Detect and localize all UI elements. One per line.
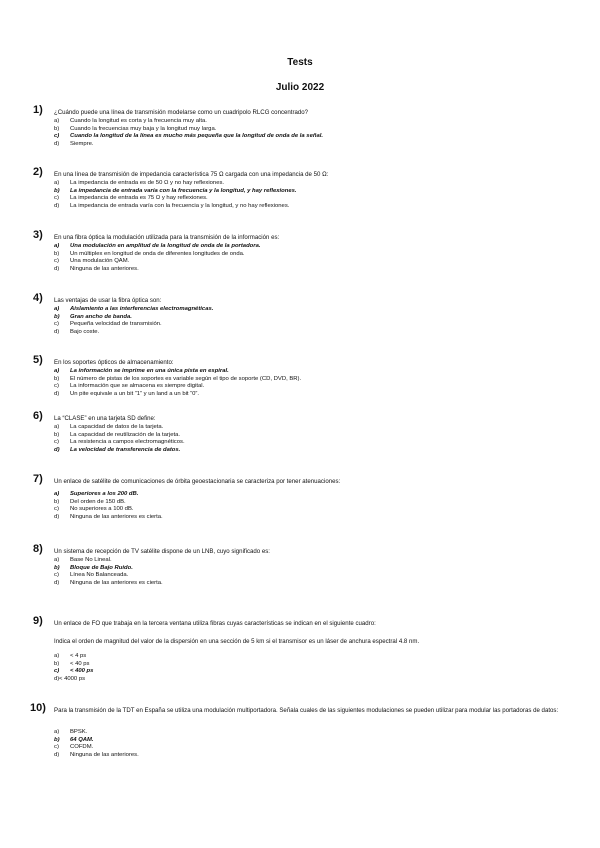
option-letter: a) bbox=[54, 491, 60, 497]
question-number: 7) bbox=[33, 473, 43, 485]
option-b[interactable] bbox=[54, 126, 323, 134]
option-b[interactable] bbox=[54, 251, 260, 259]
option-text: El número de pistas de los soportes es variable según el tipo de soporte (CD, DVD, BR). bbox=[70, 375, 302, 382]
option-letter: a) bbox=[54, 243, 60, 249]
option-letter: b) bbox=[54, 564, 60, 571]
question-number: 10) bbox=[30, 702, 46, 714]
option-c[interactable] bbox=[54, 133, 323, 141]
option-list bbox=[54, 653, 93, 683]
option-d[interactable] bbox=[54, 580, 163, 588]
option-text: No superiores a 100 dB. bbox=[70, 506, 134, 513]
option-c[interactable] bbox=[54, 195, 297, 203]
option-letter: b) bbox=[54, 660, 60, 667]
question-text: Un enlace de FO que trabaja en la tercera ventana utiliza fibras cuyas características se indican en el siguiente cuadro: bbox=[54, 620, 376, 627]
option-letter: d) bbox=[54, 265, 60, 272]
option-letter: c) bbox=[54, 572, 59, 579]
page-subtitle: Julio 2022 bbox=[275, 82, 325, 93]
option-text: < 400 ps bbox=[70, 668, 94, 675]
question-text: Para la transmisión de la TDT en España se utiliza una modulación multiportadora. Señala cuales de las siguientes modulaciones se pueden utilizar para modular las portadoras de datos: bbox=[54, 707, 559, 714]
option-c[interactable] bbox=[54, 258, 260, 266]
option-b[interactable] bbox=[54, 314, 213, 322]
option-text: Línea No Balanceada. bbox=[70, 572, 129, 579]
option-b[interactable] bbox=[54, 376, 301, 384]
question-number: 6) bbox=[33, 410, 43, 422]
option-letter: c) bbox=[54, 506, 59, 513]
option-text: Gran ancho de banda. bbox=[70, 313, 132, 320]
option-letter: c) bbox=[54, 195, 59, 202]
option-text: Cuando la longitud de la línea es mucho más pequeña que la longitud de onda de la señal. bbox=[70, 133, 324, 140]
option-letter: d) bbox=[54, 579, 60, 586]
option-d[interactable] bbox=[54, 203, 297, 211]
option-text: COFDM. bbox=[70, 744, 94, 751]
option-a[interactable] bbox=[54, 424, 185, 432]
option-letter: b) bbox=[54, 736, 60, 743]
option-text: Un pite equivale a un bit “1” y un land a un bit “0”. bbox=[70, 390, 200, 397]
option-letter: d) bbox=[54, 751, 60, 758]
option-letter: d) bbox=[54, 446, 60, 453]
option-letter: c) bbox=[54, 439, 59, 446]
option-letter: c) bbox=[54, 668, 60, 675]
option-c[interactable] bbox=[54, 321, 213, 329]
option-list bbox=[54, 729, 139, 759]
option-d[interactable] bbox=[54, 752, 139, 760]
option-text: Pequeña velocidad de transmisión. bbox=[70, 321, 162, 328]
option-letter: b) bbox=[54, 431, 60, 438]
option-letter: a) bbox=[54, 653, 60, 659]
option-text: Cuando la longitud es corta y la frecuencia muy alta. bbox=[70, 118, 207, 124]
option-text: La información que se almacena es siempre digital. bbox=[70, 383, 205, 390]
option-b[interactable] bbox=[54, 499, 163, 507]
option-text: Del orden de 150 dB. bbox=[70, 498, 126, 505]
option-a[interactable] bbox=[54, 653, 93, 661]
question-text: En los soportes ópticos de almacenamiento: bbox=[54, 359, 174, 366]
option-text: Bajo coste. bbox=[70, 328, 100, 335]
option-list bbox=[54, 118, 323, 148]
option-c[interactable] bbox=[54, 383, 301, 391]
option-list bbox=[54, 306, 213, 336]
option-b[interactable] bbox=[54, 737, 139, 745]
option-letter: d) bbox=[54, 675, 60, 682]
option-c[interactable] bbox=[54, 439, 185, 447]
question-text: Las ventajas de usar la fibra óptica son: bbox=[54, 297, 162, 304]
option-d[interactable] bbox=[54, 514, 163, 522]
option-a[interactable] bbox=[54, 368, 301, 376]
option-text: Bloque de Bajo Ruido. bbox=[70, 564, 133, 571]
option-text: La impedancia de entrada varía con la frecuencia y la longitud, y no hay reflexiones. bbox=[70, 202, 290, 209]
question-number: 9) bbox=[33, 615, 43, 627]
option-text: Cuando la frecuencias muy baja y la longitud muy larga. bbox=[70, 125, 217, 132]
option-list bbox=[54, 368, 301, 398]
option-d[interactable] bbox=[54, 266, 260, 274]
option-letter: b) bbox=[54, 125, 60, 132]
option-letter: a) bbox=[54, 424, 60, 430]
option-d[interactable] bbox=[54, 391, 301, 399]
question-text: ¿Cuándo puede una línea de transmisión modelarse como un cuadripolo RLCG concentrado? bbox=[54, 109, 309, 116]
option-letter: c) bbox=[54, 133, 60, 140]
option-letter: a) bbox=[54, 306, 60, 312]
option-text: < 4 ps bbox=[70, 653, 87, 659]
option-letter: c) bbox=[54, 258, 59, 265]
option-a[interactable] bbox=[54, 243, 260, 251]
question-number: 2) bbox=[33, 166, 43, 178]
option-letter: d) bbox=[54, 202, 60, 209]
option-letter: d) bbox=[54, 390, 60, 397]
option-text: La información se imprime en una única pista en espiral. bbox=[70, 368, 229, 374]
option-text: Superiores a los 200 dB. bbox=[70, 491, 139, 497]
option-c[interactable] bbox=[54, 744, 139, 752]
option-letter: b) bbox=[54, 187, 60, 194]
option-letter: a) bbox=[54, 118, 60, 124]
option-text: Ninguna de las anteriores. bbox=[70, 265, 139, 272]
option-text: La capacidad de reutilización de la tarjeta. bbox=[70, 431, 181, 438]
option-text: Ninguna de las anteriores es cierta. bbox=[70, 579, 163, 586]
option-text: Base No Lineal. bbox=[70, 557, 112, 563]
option-letter: b) bbox=[54, 498, 60, 505]
option-a[interactable] bbox=[54, 491, 163, 499]
page-title: Tests bbox=[287, 57, 313, 68]
question-text: La “CLASE” en una tarjeta SD define: bbox=[54, 415, 156, 422]
option-c[interactable] bbox=[54, 572, 163, 580]
option-b[interactable] bbox=[54, 432, 185, 440]
option-a[interactable] bbox=[54, 118, 323, 126]
option-list bbox=[54, 424, 185, 454]
option-text: < 4000 ps bbox=[59, 675, 86, 682]
option-text: Siempre. bbox=[70, 140, 94, 147]
option-letter: d) bbox=[54, 328, 60, 335]
option-text: La capacidad de datos de la tarjeta. bbox=[70, 424, 164, 430]
option-letter: b) bbox=[54, 250, 60, 257]
option-d[interactable] bbox=[54, 329, 213, 337]
option-letter: a) bbox=[54, 557, 60, 563]
option-text: La resistencia a campos electromagnéticos. bbox=[70, 439, 185, 446]
option-a[interactable] bbox=[54, 180, 297, 188]
option-d[interactable] bbox=[54, 447, 185, 455]
option-text: 64 QAM. bbox=[70, 736, 94, 743]
question-number: 1) bbox=[33, 104, 43, 116]
option-text: BPSK. bbox=[70, 729, 88, 735]
option-list bbox=[54, 180, 297, 210]
option-letter: b) bbox=[54, 313, 60, 320]
option-a[interactable] bbox=[54, 306, 213, 314]
option-text: La impedancia de entrada es 75 Ω y hay reflexiones. bbox=[70, 195, 208, 202]
option-text: Una modulación en amplitud de la longitud de onda de la portadora. bbox=[70, 243, 261, 249]
question-text: En una fibra óptica la modulación utilizada para la transmisión de la información es: bbox=[54, 234, 280, 241]
option-c[interactable] bbox=[54, 506, 163, 514]
option-text: Ninguna de las anteriores es cierta. bbox=[70, 513, 163, 520]
question-number: 3) bbox=[33, 229, 43, 241]
option-list bbox=[54, 491, 163, 521]
option-text: Una modulación QAM. bbox=[70, 258, 130, 265]
question-number: 5) bbox=[33, 354, 43, 366]
option-list bbox=[54, 557, 163, 587]
option-b[interactable] bbox=[54, 565, 163, 573]
option-c[interactable] bbox=[54, 668, 93, 676]
option-list bbox=[54, 243, 260, 273]
question-text: Un sistema de recepción de TV satélite dispone de un LNB, cuyo significado es: bbox=[54, 548, 271, 555]
option-letter: d) bbox=[54, 513, 60, 520]
option-letter: d) bbox=[54, 140, 60, 147]
option-a[interactable] bbox=[54, 557, 163, 565]
question-number: 4) bbox=[33, 292, 43, 304]
option-d[interactable] bbox=[54, 141, 323, 149]
option-b[interactable] bbox=[54, 661, 93, 669]
option-text: La impedancia de entrada es de 50 Ω y no hay reflexiones. bbox=[70, 180, 225, 186]
option-text: La velocidad de transferencia de datos. bbox=[70, 446, 181, 453]
option-text: La impedancia de entrada varía con la frecuencia y la longitud, y hay reflexiones. bbox=[70, 187, 297, 194]
option-letter: a) bbox=[54, 180, 60, 186]
option-letter: b) bbox=[54, 375, 60, 382]
option-text: < 40 ps bbox=[70, 660, 90, 667]
option-b[interactable] bbox=[54, 188, 297, 196]
question-instruction: Indica el orden de magnitud del valor de la dispersión en una sección de 5 km si el transmisor es un láser de anchura espectral 4.8 nm. bbox=[54, 638, 420, 645]
option-letter: c) bbox=[54, 744, 59, 751]
option-text: Un múltiplex en longitud de onda de diferentes longitudes de onda. bbox=[70, 250, 245, 257]
question-number: 8) bbox=[33, 543, 43, 555]
option-letter: a) bbox=[54, 368, 60, 374]
question-text: En una línea de transmisión de impedancia característica 75 Ω cargada con una impedancia de 50 Ω: bbox=[54, 171, 329, 178]
question-text: Un enlace de satélite de comunicaciones de órbita geoestacionaria se caracteriza por tener atenuaciones: bbox=[54, 478, 341, 485]
option-d[interactable] bbox=[54, 676, 93, 684]
option-letter: a) bbox=[54, 729, 60, 735]
option-letter: c) bbox=[54, 321, 59, 328]
option-a[interactable] bbox=[54, 729, 139, 737]
option-letter: c) bbox=[54, 383, 59, 390]
option-text: Ninguna de las anteriores. bbox=[70, 751, 139, 758]
option-text: Aislamiento a las interferencias electromagnéticas. bbox=[70, 306, 214, 312]
